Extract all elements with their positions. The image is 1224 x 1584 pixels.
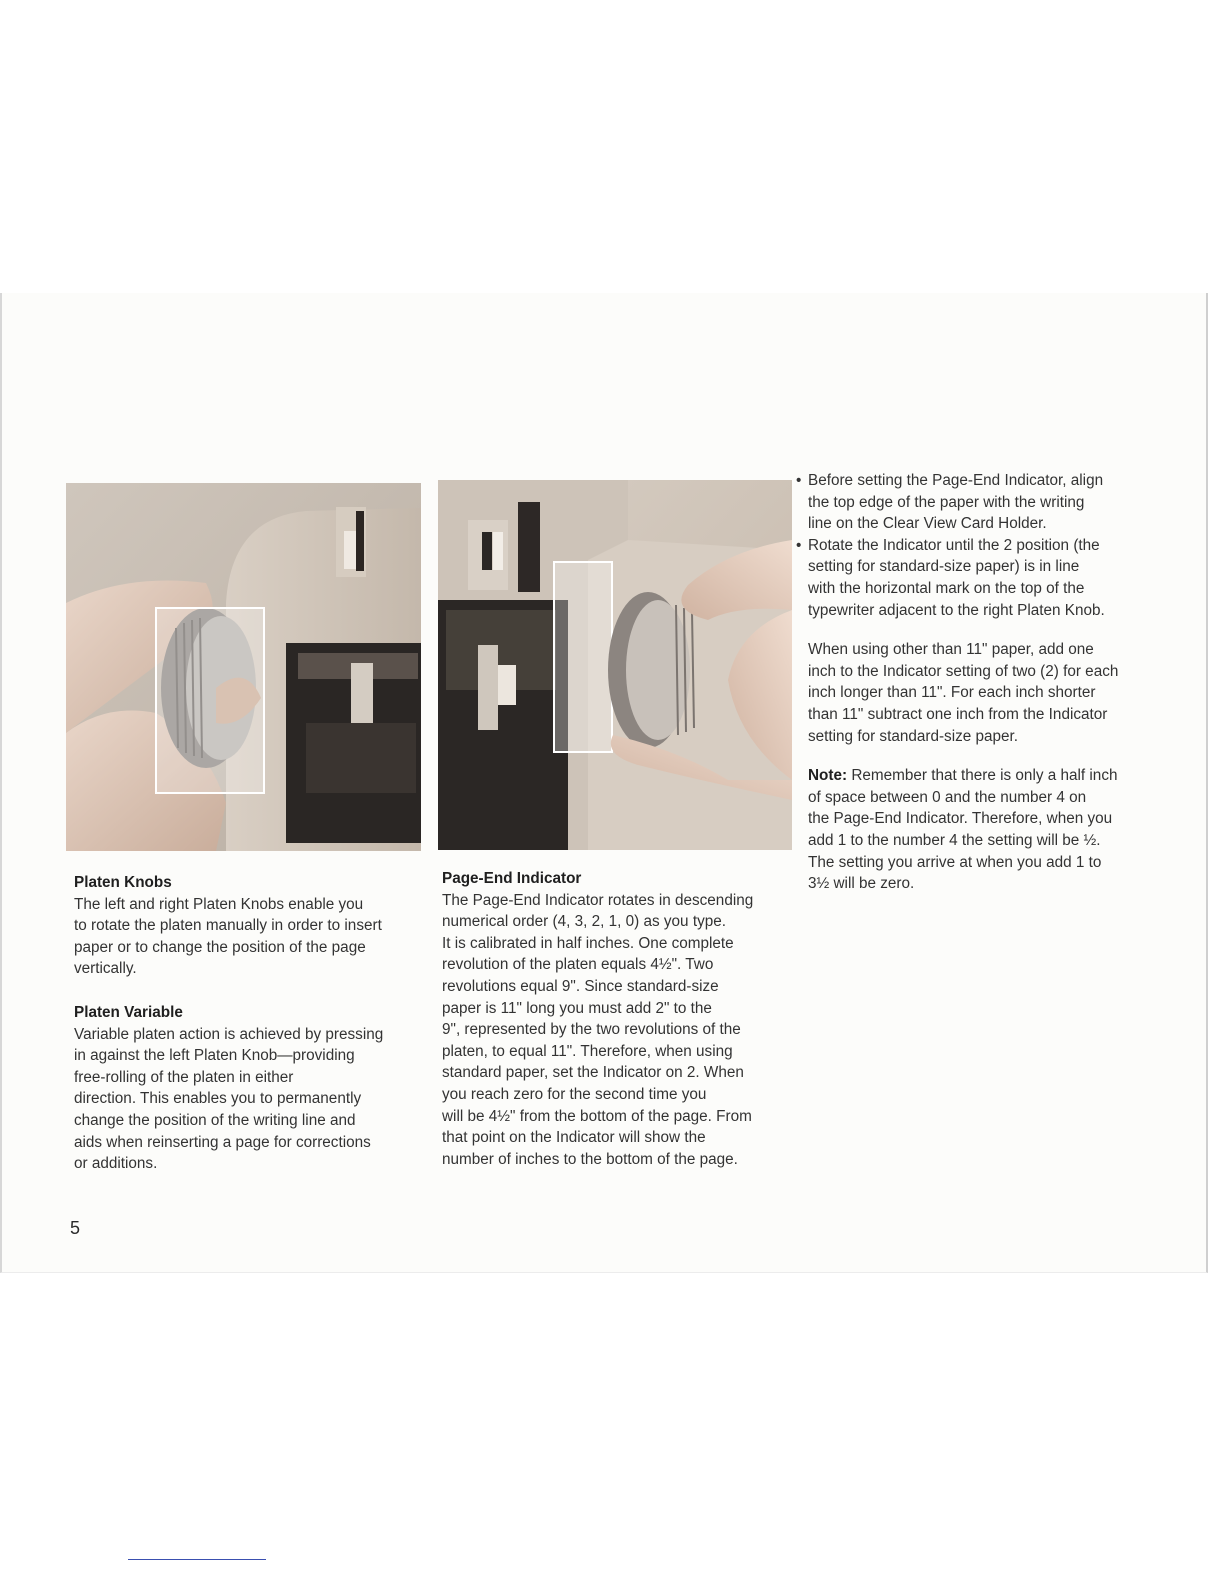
platen-knobs-line: The left and right Platen Knobs enable you bbox=[74, 895, 364, 913]
note-first-line bbox=[808, 765, 1158, 787]
platen-knob-photo bbox=[66, 483, 421, 851]
left-column bbox=[74, 872, 422, 1175]
bullet-line: Rotate the Indicator until the 2 position (the bbox=[808, 536, 1100, 554]
page-end-line: 9", represented by the two revolutions of the bbox=[442, 1021, 741, 1039]
page-end-line: platen, to equal 11". Therefore, when using bbox=[442, 1042, 733, 1060]
bullet-line: line on the Clear View Card Holder. bbox=[808, 515, 1047, 533]
platen-variable-line: aids when reinserting a page for corrections bbox=[74, 1133, 371, 1151]
bullet-item bbox=[796, 535, 1158, 621]
page-end-indicator-photo bbox=[438, 480, 792, 850]
spacer bbox=[808, 747, 1158, 765]
page-end-line: numerical order (4, 3, 2, 1, 0) as you type. bbox=[442, 913, 726, 931]
platen-knobs-heading: Platen Knobs bbox=[74, 874, 172, 891]
bullet-line: typewriter adjacent to the right Platen Knob. bbox=[808, 601, 1105, 619]
platen-variable-heading: Platen Variable bbox=[74, 1003, 183, 1021]
bullet-dot: • bbox=[796, 536, 802, 554]
platen-variable-line: Variable platen action is achieved by pressing bbox=[74, 1025, 384, 1043]
platen-variable-line: change the position of the writing line and bbox=[74, 1111, 356, 1129]
page-number: 5 bbox=[70, 1218, 81, 1238]
note-line: 3½ will be zero. bbox=[808, 875, 915, 893]
page-end-line: that point on the Indicator will show the bbox=[442, 1129, 706, 1147]
note-line: The setting you arrive at when you add 1 to bbox=[808, 853, 1102, 871]
paper-size-line: than 11" subtract one inch from the Indicator bbox=[808, 705, 1108, 723]
platen-knobs-line: to rotate the platen manually in order to insert bbox=[74, 917, 382, 935]
page-end-indicator-heading: Page-End Indicator bbox=[442, 870, 582, 887]
page-end-line: It is calibrated in half inches. One complete bbox=[442, 934, 734, 952]
platen-variable-line: direction. This enables you to permanently bbox=[74, 1090, 362, 1108]
note-line: add 1 to the number 4 the setting will be ½. bbox=[808, 831, 1101, 849]
paper-size-line: When using other than 11" paper, add one bbox=[808, 641, 1094, 659]
bullet-line: the top edge of the paper with the writing bbox=[808, 493, 1085, 511]
bullet-line: setting for standard-size paper) is in line bbox=[808, 558, 1080, 576]
note-label: Note: bbox=[808, 767, 848, 785]
page-end-line: The Page-End Indicator rotates in descending bbox=[442, 891, 754, 909]
platen-variable-line: or additions. bbox=[74, 1155, 158, 1173]
page-end-line: paper is 11" long you must add 2" to the bbox=[442, 999, 712, 1017]
paper-size-line: inch longer than 11". For each inch shorter bbox=[808, 684, 1096, 702]
page-end-line: standard paper, set the Indicator on 2. When bbox=[442, 1064, 744, 1082]
spacer bbox=[808, 621, 1158, 639]
platen-knobs-line: vertically. bbox=[74, 960, 137, 978]
bullet-line: Before setting the Page-End Indicator, align bbox=[808, 472, 1104, 489]
bullet-item bbox=[796, 470, 1158, 535]
note-text: Remember that there is only a half inch bbox=[847, 767, 1118, 785]
note-line: the Page-End Indicator. Therefore, when you bbox=[808, 810, 1113, 828]
page-end-line: you reach zero for the second time you bbox=[442, 1085, 707, 1103]
page-end-line: revolutions equal 9". Since standard-size bbox=[442, 977, 719, 995]
instruction-bullets bbox=[796, 470, 1158, 621]
platen-variable-line: in against the left Platen Knob—providing bbox=[74, 1047, 355, 1065]
page-end-line: revolution of the platen equals 4½". Two bbox=[442, 956, 714, 974]
paper-size-line: inch to the Indicator setting of two (2) for each bbox=[808, 662, 1119, 680]
bullet-dot: • bbox=[796, 472, 802, 489]
middle-column bbox=[442, 868, 792, 1170]
spacer bbox=[74, 980, 422, 1002]
note-line: of space between 0 and the number 4 on bbox=[808, 788, 1087, 806]
right-column bbox=[796, 470, 1158, 895]
platen-knobs-line: paper or to change the position of the page bbox=[74, 938, 366, 956]
page-end-line: will be 4½" from the bottom of the page. From bbox=[442, 1107, 752, 1125]
paper-size-line: setting for standard-size paper. bbox=[808, 727, 1019, 745]
bullet-line: with the horizontal mark on the top of the bbox=[808, 579, 1085, 597]
platen-variable-line: free-rolling of the platen in either bbox=[74, 1068, 294, 1086]
bottom-rule bbox=[128, 1559, 266, 1560]
page-end-line: number of inches to the bottom of the page. bbox=[442, 1150, 738, 1168]
